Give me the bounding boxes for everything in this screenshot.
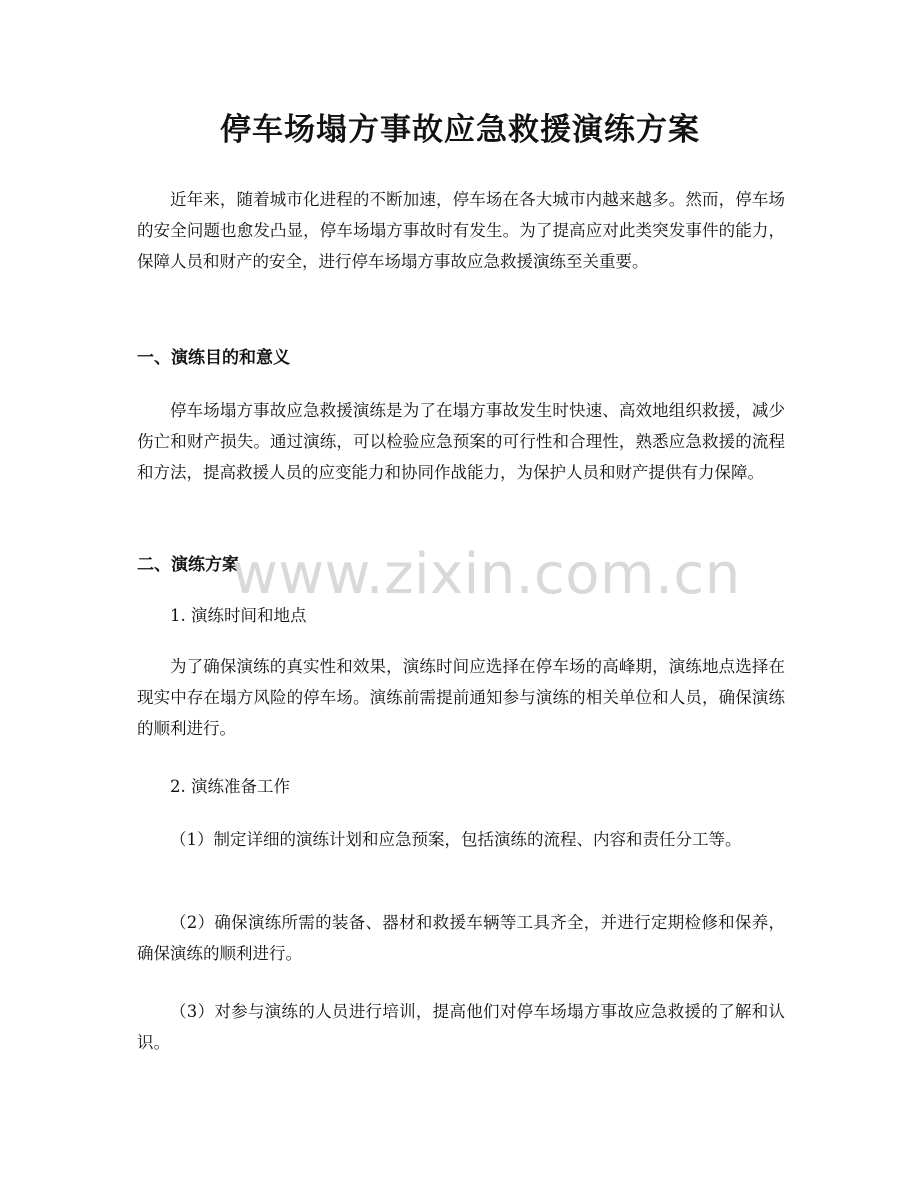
prep-item-2: （2）确保演练所需的装备、器材和救援车辆等工具齐全，并进行定期检修和保养，确保演练的顺利进行。	[137, 913, 785, 963]
section-1-heading: 一、演练目的和意义	[137, 348, 290, 368]
intro-paragraph: 近年来，随着城市化进程的不断加速，停车场在各大城市内越来越多。然而，停车场的安全问题也愈发凸显，停车场塌方事故时有发生。为了提高应对此类突发事件的能力，保障人员和财产的安全，进行停车场塌方事故应急救援演练至关重要。	[137, 190, 785, 271]
prep-item-1: （1）制定详细的演练计划和应急预案，包括演练的流程、内容和责任分工等。	[170, 830, 742, 849]
prep-item-3: （3）对参与演练的人员进行培训，提高他们对停车场塌方事故应急救援的了解和认识。	[137, 1002, 785, 1052]
item-2-title: 2. 演练准备工作	[170, 777, 290, 796]
watermark-text: www.zixin.com.cn	[232, 542, 741, 607]
item-1-paragraph: 为了确保演练的真实性和效果，演练时间应选择在停车场的高峰期，演练地点选择在现实中存在塌方风险的停车场。演练前需提前通知参与演练的相关单位和人员，确保演练的顺利进行。	[137, 657, 785, 738]
item-1-title: 1. 演练时间和地点	[170, 606, 307, 625]
document-title: 停车场塌方事故应急救援演练方案	[220, 112, 700, 148]
section-1-paragraph: 停车场塌方事故应急救援演练是为了在塌方事故发生时快速、高效地组织救援，减少伤亡和财产损失。通过演练，可以检验应急预案的可行性和合理性，熟悉应急救援的流程和方法，提高救援人员的应变能力和协同作战能力，为保护人员和财产提供有力保障。	[137, 401, 785, 482]
section-2-heading: 二、演练方案	[137, 555, 239, 575]
